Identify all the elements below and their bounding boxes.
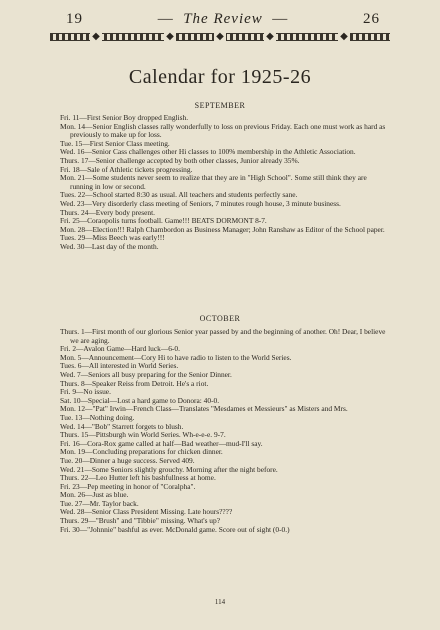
calendar-entry: Tues. 29—Miss Beech was early!!!: [60, 233, 165, 243]
header-dash-left: —: [157, 11, 174, 27]
calendar-entry: Fri. 18—Sale of Athletic tickets progressing.: [60, 164, 193, 174]
october-heading: OCTOBER: [199, 314, 241, 323]
calendar-entry: Tue. 20—Dinner a huge success. Served 409.: [60, 455, 195, 465]
calendar-entry: Mon. 5—Announcement—Cory Hi to have radio to listen to the World Series.: [60, 352, 292, 362]
calendar-entry: Fri. 9—No issue.: [60, 387, 111, 397]
calendar-entry: Tues. 22—School started 8:30 as usual. All teachers and students perfectly sane.: [60, 190, 298, 200]
calendar-entry: Wed. 14—"Bob" Starrett forgets to blush.: [60, 421, 184, 431]
page-number: 114: [214, 598, 226, 606]
header-title: The Review: [183, 11, 263, 27]
dot-ornament-icon: ◆: [338, 31, 350, 43]
dot-ornament-icon: ◆: [264, 31, 276, 43]
calendar-entry: Thurs. 17—Senior challenge accepted by both other classes, Junior already 35%.: [60, 155, 300, 165]
calendar-entry: Fri. 16—Cora-Rox game called at half—Bad weather—mud-I'll say.: [60, 438, 263, 448]
calendar-entry: Mon. 12—"Pat" Irwin—French Class—Translates "Mesdames et Messieurs" as Misters and Mrs.: [60, 404, 348, 414]
dot-ornament-icon: ◆: [90, 31, 102, 43]
calendar-entry: Thurs. 8—Speaker Reiss from Detroit. He's a riot.: [60, 378, 209, 388]
calendar-entry: Thurs. 29—"Brush" and "Tibbie" missing. What's up?: [60, 516, 220, 526]
calendar-entry: Wed. 7—Seniors all busy preparing for the Senior Dinner.: [60, 369, 232, 379]
running-header: [58, 11, 388, 27]
calendar-entry: Thurs. 24—Every body present.: [60, 207, 156, 217]
header-year-left: 19: [66, 11, 83, 27]
calendar-entry: Tue. 27—Mr. Taylor back.: [60, 498, 139, 508]
calendar-entry: Wed. 21—Some Seniors slightly grouchy. Morning after the night before.: [60, 464, 278, 474]
october-entries: [60, 328, 390, 534]
calendar-entry: Tues. 6—All interested in World Series.: [60, 361, 179, 371]
september-heading: SEPTEMBER: [194, 101, 246, 110]
calendar-entry: Mon. 21—Some students never seem to realize that they are in "High School". Some still think they are running in low or second.: [60, 173, 367, 191]
decorative-border: [50, 33, 390, 41]
calendar-entry: Mon. 28—Election!!! Ralph Chambordon as Business Manager; John Ranshaw as Editor of the School paper.: [60, 224, 385, 234]
calendar-entry: Wed. 30—Last day of the month.: [60, 241, 159, 251]
calendar-entry: Sat. 10—Special—Lost a hard game to Donora: 40-0.: [60, 395, 220, 405]
calendar-entry: Fri. 30—"Johnnie" bashful as ever. McDonald game. Score out of sight (0-0.): [60, 524, 290, 534]
calendar-entry: Wed. 23—Very disorderly class meeting of Seniors, 7 minutes rough house, 3 minute business.: [60, 198, 341, 208]
dot-ornament-icon: ◆: [214, 31, 226, 43]
calendar-entry: Thurs. 22—Leo Hutter left his bashfullness at home.: [60, 473, 216, 483]
calendar-entry: Thurs. 1—First month of our glorious Senior year passed by and the beginning of another. Oh! Dear, I believe we are aging.: [60, 327, 386, 345]
calendar-entry: Fri. 25—Coraopolis turns football. Game!!! BEATS DORMONT 8-7.: [60, 216, 267, 226]
header-year-right: 26: [363, 11, 380, 27]
header-title-group: [58, 11, 388, 28]
header-dash-right: —: [272, 11, 289, 27]
calendar-entry: Fri. 11—First Senior Boy dropped English.: [60, 113, 189, 122]
calendar-entry: Fri. 23—Pep meeting in honor of "Coralpha".: [60, 481, 196, 491]
calendar-entry: Fri. 2—Avalon Game—Hard luck—6-0.: [60, 344, 180, 354]
page-title: Calendar for 1925-26: [128, 66, 312, 88]
calendar-entry: Mon. 19—Concluding preparations for chicken dinner.: [60, 447, 223, 457]
calendar-entry: Thurs. 15—Pittsburgh win World Series. Wh-e-e-e. 9-7.: [60, 430, 226, 440]
calendar-entry: Wed. 28—Senior Class President Missing. Late hours????: [60, 507, 233, 517]
calendar-entry: Mon. 26—Just as blue.: [60, 490, 129, 500]
september-entries: [60, 114, 390, 252]
dot-ornament-icon: ◆: [164, 31, 176, 43]
calendar-entry: Mon. 14—Senior English classes rally wonderfully to loss on previous Friday. Each one must work as hard as previously to make up for loss.: [60, 121, 386, 140]
calendar-entry: Tue. 15—First Senior Class meeting.: [60, 138, 170, 148]
calendar-entry: Wed. 16—Senior Cass challenges other Hi classes to 100% membership in the Athletic Association.: [60, 147, 356, 157]
calendar-entry: Tue. 13—Nothing doing.: [60, 412, 135, 422]
